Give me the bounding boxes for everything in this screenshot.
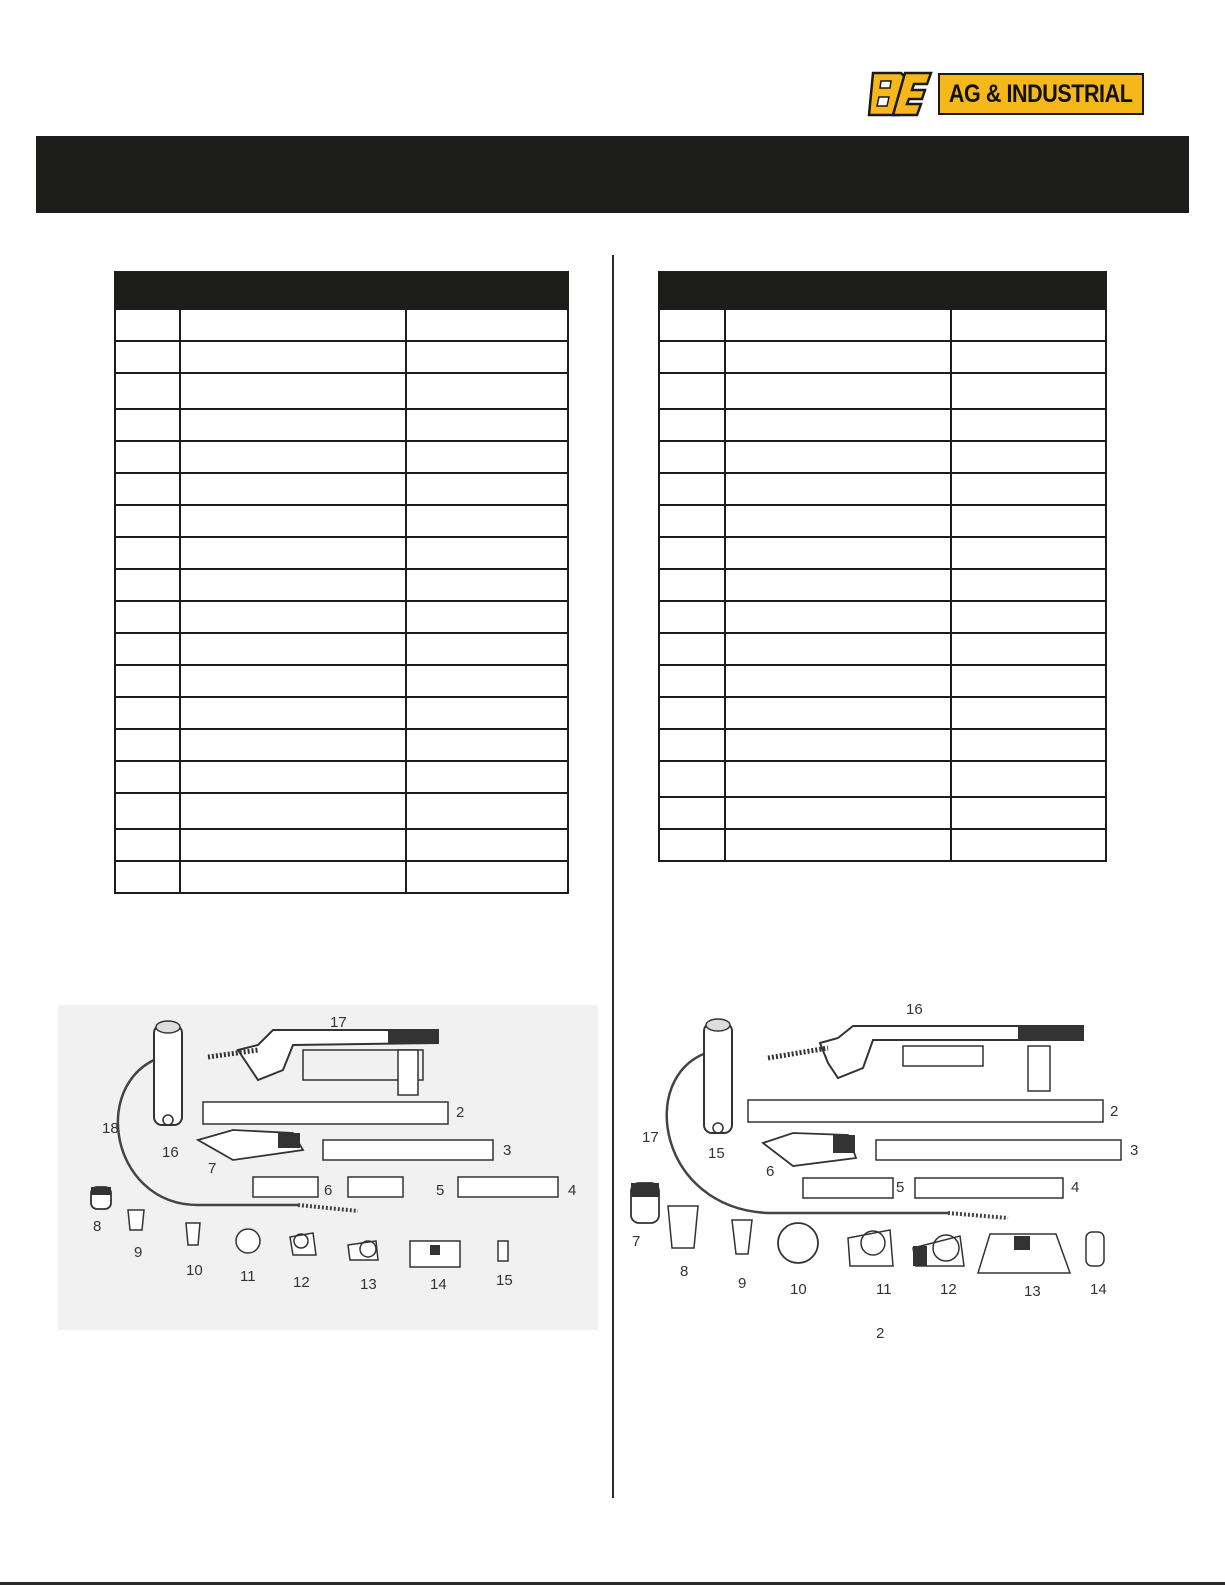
table-cell (951, 633, 1106, 665)
table-cell (115, 761, 180, 793)
table-cell (180, 829, 406, 861)
table-cell (725, 569, 951, 601)
table-row (115, 793, 568, 829)
part-callout-5: 5 (896, 1179, 905, 1196)
header-cell (951, 272, 1106, 309)
page-marker: 2 (876, 1325, 885, 1342)
table-row (659, 569, 1106, 601)
table-cell (725, 797, 951, 829)
table-row (115, 505, 568, 537)
table-row (659, 729, 1106, 761)
table-cell (659, 409, 725, 441)
table-cell (115, 633, 180, 665)
table-cell (659, 537, 725, 569)
part-callout-17: 17 (330, 1014, 347, 1031)
table-cell (659, 569, 725, 601)
table-row (115, 441, 568, 473)
table-cell (180, 569, 406, 601)
parts-diagram-right (628, 998, 1188, 1343)
part-callout-13: 13 (1024, 1283, 1041, 1300)
table-cell (115, 665, 180, 697)
part-callout-2: 2 (456, 1104, 465, 1121)
table-row (659, 537, 1106, 569)
table-cell (115, 729, 180, 761)
table-cell (180, 505, 406, 537)
part-callout-12: 12 (940, 1281, 957, 1298)
table-cell (406, 341, 568, 373)
table-cell (659, 797, 725, 829)
table-cell (951, 505, 1106, 537)
table-cell (406, 829, 568, 861)
table-cell (115, 309, 180, 341)
table-cell (951, 665, 1106, 697)
table-cell (180, 601, 406, 633)
table-cell (951, 309, 1106, 341)
part-callout-18: 18 (102, 1120, 119, 1137)
table-cell (115, 697, 180, 729)
part-callout-10: 10 (790, 1281, 807, 1298)
table-row (659, 373, 1106, 409)
table-cell (659, 633, 725, 665)
table-cell (115, 601, 180, 633)
table-row (115, 697, 568, 729)
part-callout-7: 7 (632, 1233, 641, 1250)
table-cell (406, 633, 568, 665)
table-cell (951, 697, 1106, 729)
part-callout-6: 6 (766, 1163, 775, 1180)
table-row (115, 829, 568, 861)
table-row (659, 761, 1106, 797)
table-cell (180, 665, 406, 697)
table-cell (659, 505, 725, 537)
table-cell (725, 601, 951, 633)
table-cell (951, 373, 1106, 409)
table-row (115, 633, 568, 665)
header-cell (406, 272, 568, 309)
table-cell (180, 761, 406, 793)
table-cell (725, 341, 951, 373)
table-row (659, 633, 1106, 665)
table-cell (115, 861, 180, 893)
table-row (115, 861, 568, 893)
part-callout-15: 15 (708, 1145, 725, 1162)
part-callout-14: 14 (1090, 1281, 1107, 1298)
table-cell (406, 729, 568, 761)
table-header-row (115, 272, 568, 309)
part-callout-5: 5 (436, 1182, 445, 1199)
part-callout-10: 10 (186, 1262, 203, 1279)
logo-wordmark: AG & INDUSTRIAL (949, 79, 1133, 108)
table-cell (659, 761, 725, 797)
table-cell (951, 601, 1106, 633)
table-cell (115, 373, 180, 409)
table-cell (180, 729, 406, 761)
table-cell (951, 409, 1106, 441)
part-callout-6: 6 (324, 1182, 333, 1199)
table-row (659, 341, 1106, 373)
table-cell (951, 441, 1106, 473)
table-cell (115, 569, 180, 601)
part-callout-11: 11 (876, 1281, 892, 1298)
table-cell (115, 473, 180, 505)
table-cell (725, 665, 951, 697)
table-cell (406, 441, 568, 473)
table-row (115, 409, 568, 441)
table-row (659, 409, 1106, 441)
parts-table-right (658, 271, 1107, 862)
table-cell (725, 537, 951, 569)
table-cell (180, 473, 406, 505)
header-cell (115, 272, 180, 309)
table-cell (180, 341, 406, 373)
table-cell (115, 409, 180, 441)
table-row (659, 829, 1106, 861)
table-row (115, 761, 568, 793)
part-callout-11: 11 (240, 1268, 256, 1285)
table-cell (406, 601, 568, 633)
table-row (115, 601, 568, 633)
column-divider (612, 255, 614, 1498)
header-cell (659, 272, 725, 309)
table-cell (659, 373, 725, 409)
table-row (115, 665, 568, 697)
table-row (659, 697, 1106, 729)
table-cell (406, 537, 568, 569)
part-callout-12: 12 (293, 1274, 310, 1291)
part-callout-4: 4 (1071, 1179, 1080, 1196)
part-callout-16: 16 (906, 1001, 923, 1018)
table-cell (725, 409, 951, 441)
parts-table-left (114, 271, 569, 894)
parts-diagram-left (58, 1005, 598, 1345)
table-cell (180, 633, 406, 665)
table-row (659, 441, 1106, 473)
table-cell (180, 793, 406, 829)
table-cell (659, 665, 725, 697)
part-callout-16: 16 (162, 1144, 179, 1161)
table-cell (115, 829, 180, 861)
table-cell (951, 829, 1106, 861)
table-cell (115, 537, 180, 569)
table-cell (659, 441, 725, 473)
table-cell (725, 473, 951, 505)
table-cell (406, 665, 568, 697)
part-callout-9: 9 (738, 1275, 747, 1292)
table-cell (180, 309, 406, 341)
table-cell (659, 697, 725, 729)
table-cell (180, 409, 406, 441)
part-callout-3: 3 (1130, 1142, 1139, 1159)
table-row (115, 373, 568, 409)
table-cell (725, 633, 951, 665)
table-row (115, 729, 568, 761)
table-cell (725, 697, 951, 729)
table-cell (180, 861, 406, 893)
table-cell (406, 697, 568, 729)
part-callout-15: 15 (496, 1272, 513, 1289)
table-cell (725, 829, 951, 861)
header-banner (36, 136, 1189, 213)
table-row (115, 309, 568, 341)
table-cell (951, 797, 1106, 829)
table-cell (659, 601, 725, 633)
table-header-row (659, 272, 1106, 309)
table-cell (725, 441, 951, 473)
table-cell (725, 505, 951, 537)
part-callout-2: 2 (1110, 1103, 1119, 1120)
table-row (659, 505, 1106, 537)
be-logo-mark-icon (865, 71, 933, 117)
table-cell (115, 793, 180, 829)
table-cell (951, 341, 1106, 373)
table-row (115, 537, 568, 569)
table-cell (180, 373, 406, 409)
table-cell (725, 373, 951, 409)
table-cell (180, 697, 406, 729)
table-cell (115, 505, 180, 537)
logo-wordmark-box (938, 73, 1144, 115)
table-cell (115, 441, 180, 473)
table-cell (725, 761, 951, 797)
part-callout-17: 17 (642, 1129, 659, 1146)
table-cell (180, 537, 406, 569)
table-row (115, 473, 568, 505)
table-cell (725, 729, 951, 761)
table-cell (406, 473, 568, 505)
table-row (115, 341, 568, 373)
header-cell (725, 272, 951, 309)
table-row (659, 309, 1106, 341)
table-row (659, 797, 1106, 829)
table-row (659, 665, 1106, 697)
table-row (115, 569, 568, 601)
table-cell (951, 729, 1106, 761)
table-cell (951, 537, 1106, 569)
table-cell (406, 309, 568, 341)
table-cell (406, 793, 568, 829)
table-cell (659, 341, 725, 373)
table-cell (725, 309, 951, 341)
table-cell (659, 729, 725, 761)
table-cell (406, 569, 568, 601)
part-callout-3: 3 (503, 1142, 512, 1159)
table-cell (659, 473, 725, 505)
table-cell (115, 341, 180, 373)
table-row (659, 601, 1106, 633)
table-row (659, 473, 1106, 505)
table-cell (406, 409, 568, 441)
table-cell (951, 473, 1106, 505)
header-cell (180, 272, 406, 309)
part-callout-4: 4 (568, 1182, 577, 1199)
part-callout-9: 9 (134, 1244, 143, 1261)
table-cell (951, 761, 1106, 797)
part-callout-8: 8 (93, 1218, 102, 1235)
table-cell (406, 761, 568, 793)
table-cell (951, 569, 1106, 601)
table-cell (406, 373, 568, 409)
part-callout-7: 7 (208, 1160, 217, 1177)
part-callout-14: 14 (430, 1276, 447, 1293)
part-callout-13: 13 (360, 1276, 377, 1293)
table-cell (406, 505, 568, 537)
table-cell (659, 309, 725, 341)
table-cell (180, 441, 406, 473)
table-cell (659, 829, 725, 861)
table-cell (406, 861, 568, 893)
part-callout-8: 8 (680, 1263, 689, 1280)
